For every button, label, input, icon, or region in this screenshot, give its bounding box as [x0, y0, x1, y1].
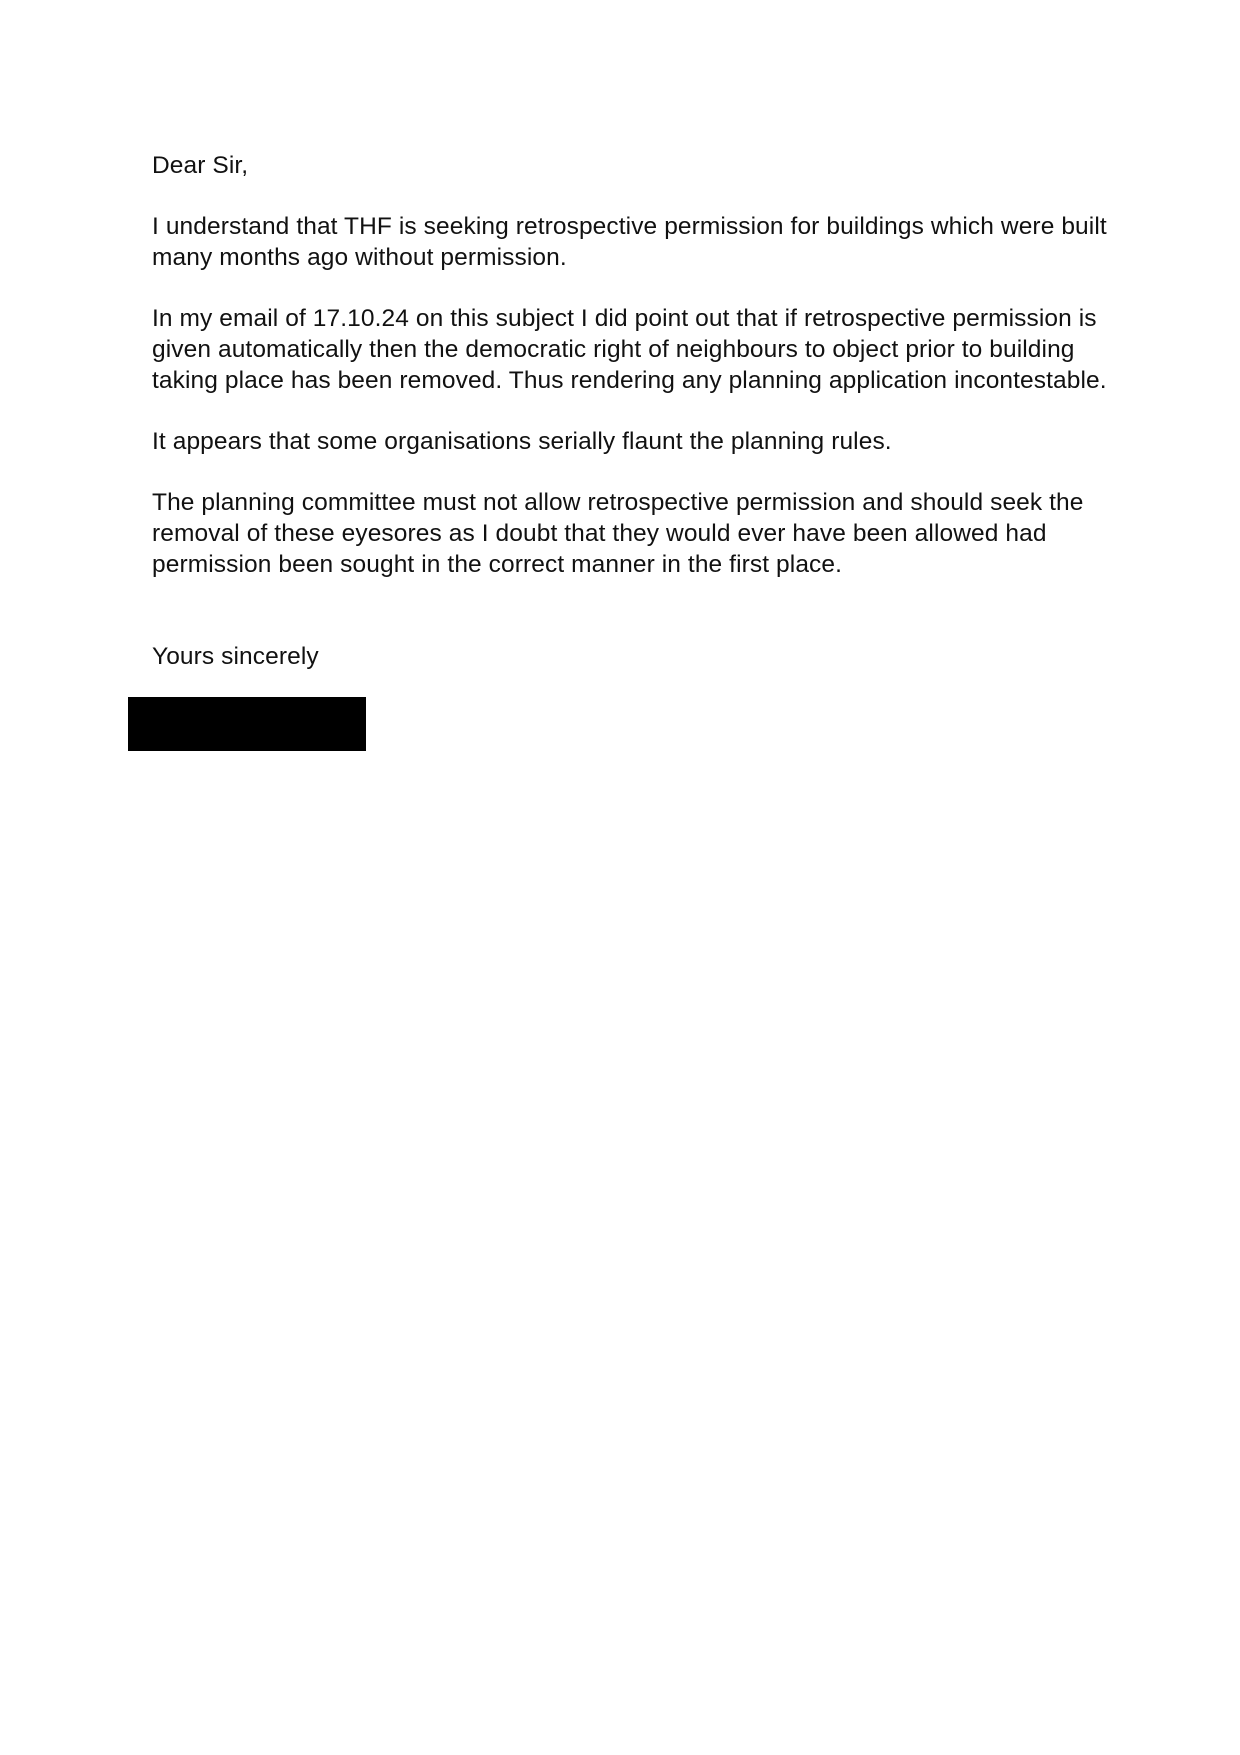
paragraph-line: It appears that some organisations serially flaunt the planning rules. [152, 428, 892, 455]
paragraph [152, 426, 1112, 457]
closing: Yours sincerely [152, 643, 319, 670]
paragraph-line: taking place has been removed. Thus rendering any planning application incontestable. [152, 367, 1107, 394]
paragraph-line: permission been sought in the correct manner in the first place. [152, 551, 843, 578]
paragraph-line: The planning committee must not allow retrospective permission and should seek the [152, 489, 1084, 516]
paragraph [152, 487, 1112, 580]
paragraph-line: removal of these eyesores as I doubt that they would ever have been allowed had [152, 520, 1047, 547]
paragraph-line: many months ago without permission. [152, 244, 567, 271]
paragraph-line: In my email of 17.10.24 on this subject I did point out that if retrospective permission is [152, 305, 1097, 332]
paragraph-line: given automatically then the democratic right of neighbours to object prior to building [152, 336, 1075, 363]
paragraph-line: I understand that THF is seeking retrospective permission for buildings which were built [152, 213, 1107, 240]
letter-body [152, 150, 1112, 672]
salutation: Dear Sir, [152, 152, 249, 179]
paragraph [152, 211, 1112, 273]
redacted-signature-block [128, 697, 366, 751]
paragraph [152, 303, 1112, 396]
